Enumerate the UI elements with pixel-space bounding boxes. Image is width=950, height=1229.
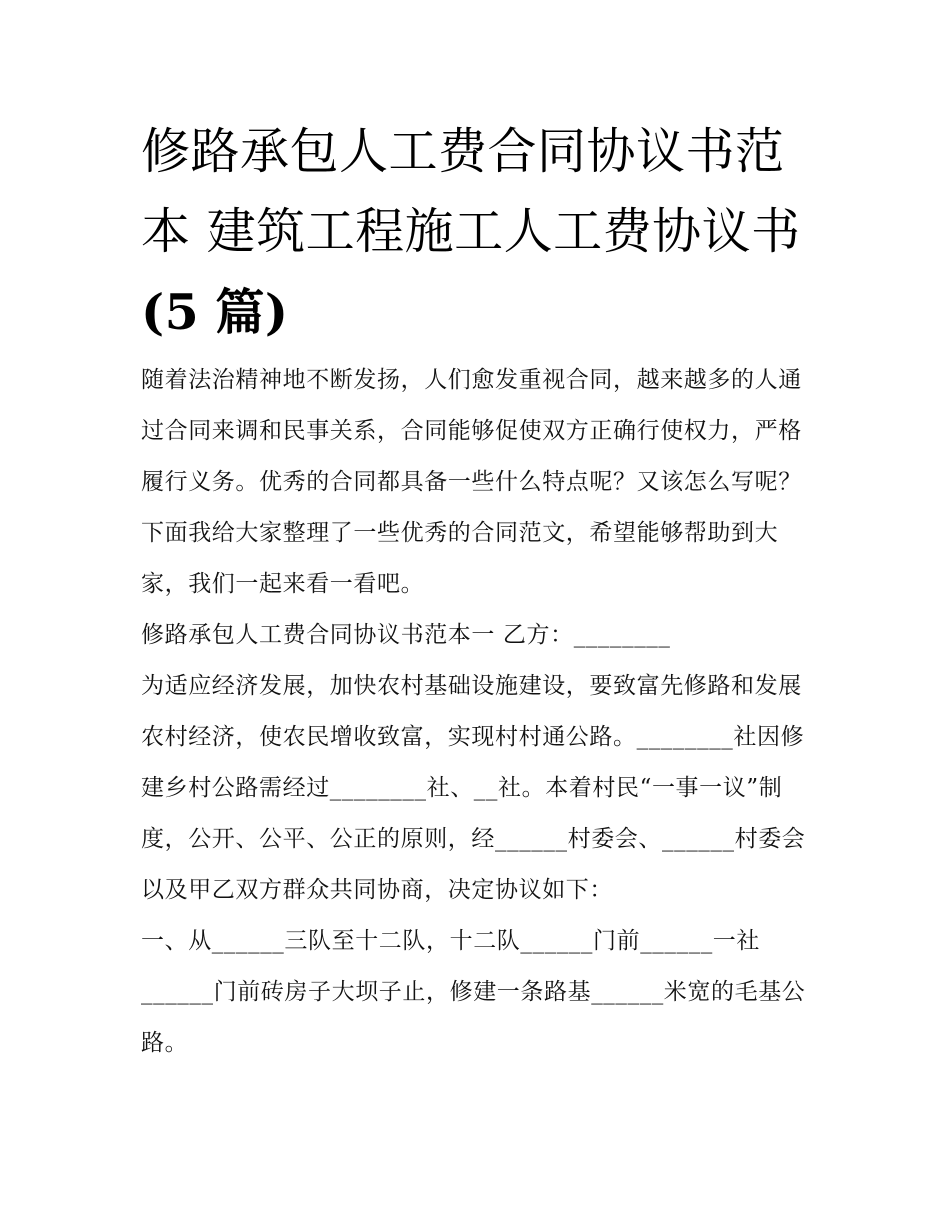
document-body [141,355,821,1069]
preamble-paragraph: 为适应经济发展，加快农村基础设施建设，要致富先修路和发展农村经济，使农民增收致富，实现村村通公路。________社因修建乡村公路需经过________社、__社。本着村民“一事一议”制度，公开、公平、公正的原则，经______村委会、______村委会以及甲乙双方群众共同协商，决定协议如下： [141,673,806,903]
title-count: (5 [141,283,200,341]
title-count-suffix: 篇) [215,283,289,341]
section-heading: 修路承包人工费合同协议书范本一 乙方：________ [141,622,671,648]
document-title [141,112,821,353]
title-line-1: 修路承包人工费合同协议书范 [141,123,785,180]
intro-paragraph: 随着法治精神地不断发扬，人们愈发重视合同，越来越多的人通过合同来调和民事关系，合同能够促使双方正确行使权力，严格履行义务。优秀的合同都具备一些什么特点呢？又该怎么写呢？下面我给大家整理了一些优秀的合同范文，希望能够帮助到大家，我们一起来看一看吧。 [141,367,802,597]
clause-1: 一、从______三队至十二队，十二队______门前______一社______门前砖房子大坝子止，修建一条路基______米宽的毛基公路。 [141,928,806,1056]
title-line-2: 本 建筑工程施工人工费协议书 [141,203,801,260]
